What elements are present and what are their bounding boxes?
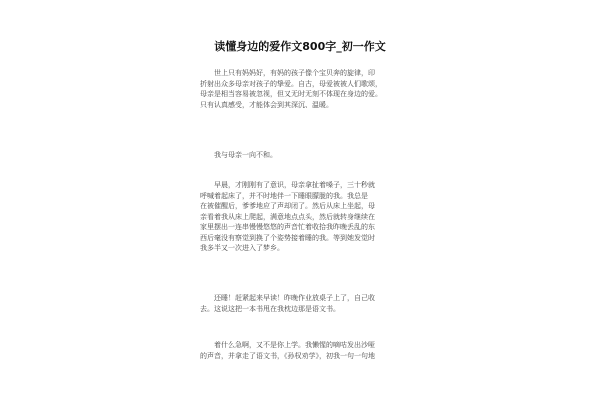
text-line: 亲看着我从床上爬起，满意地点点头，然后就转身继续在 [200,212,375,221]
text-line: 折射出众多母亲对孩子的挚爱。自古，母爱被被人们歌颂， [200,79,382,88]
paragraph [200,68,382,110]
page-title: 读懂身边的爱作文800字_初一作文 [214,40,386,53]
text-line: 只有认真感受，才能体会到其深沉、温暖。 [200,100,333,109]
paragraph [200,180,375,254]
text-line: 世上只有妈妈好，有妈的孩子像个宝贝奔的旋律，印 [214,69,375,77]
text-line: 的声音，并拿走了语文书，《孙权劝学》，初我一句一句地 [200,351,375,360]
text-line: 还睡！赶紧起来早读！昨晚作业放桌子上了，自己收 [214,294,375,302]
paragraph [200,293,375,314]
text-line: 在被催醒后，爹爹地应了声却闭了。然后从床上坐起，母 [200,202,375,210]
text-line: 我与母亲一向不和。 [214,151,277,159]
text-line: 着什么急啊，又不是你上学。我懒惺的嘀咕发出沙哑 [214,341,375,349]
paragraph [200,340,375,361]
text-line: 母亲是相当容易被忽视，但又无时无刻不体现在身边的爱。 [200,90,382,98]
text-line: 我多半又一次进入了梦乡。 [200,244,284,252]
text-line: 呼喊着起床了，并不时地伴一下睡眼朦胧的我。我总是 [200,191,368,200]
text-line: 家里摆出一连串慢慢悠悠的声音忙着收拾我昨晚丢乱的东 [200,223,375,231]
text-line: 去。这说这把一本书甩在我枕边那是语文书。 [200,304,340,313]
paragraph [200,150,277,161]
text-line: 早晨，才刚刚有了意识，母亲拿扯着嗓子，三十秒就 [214,181,375,189]
text-line: 西后毫没有察觉到换了个姿势接着睡的我。等到她发觉时 [200,233,375,242]
